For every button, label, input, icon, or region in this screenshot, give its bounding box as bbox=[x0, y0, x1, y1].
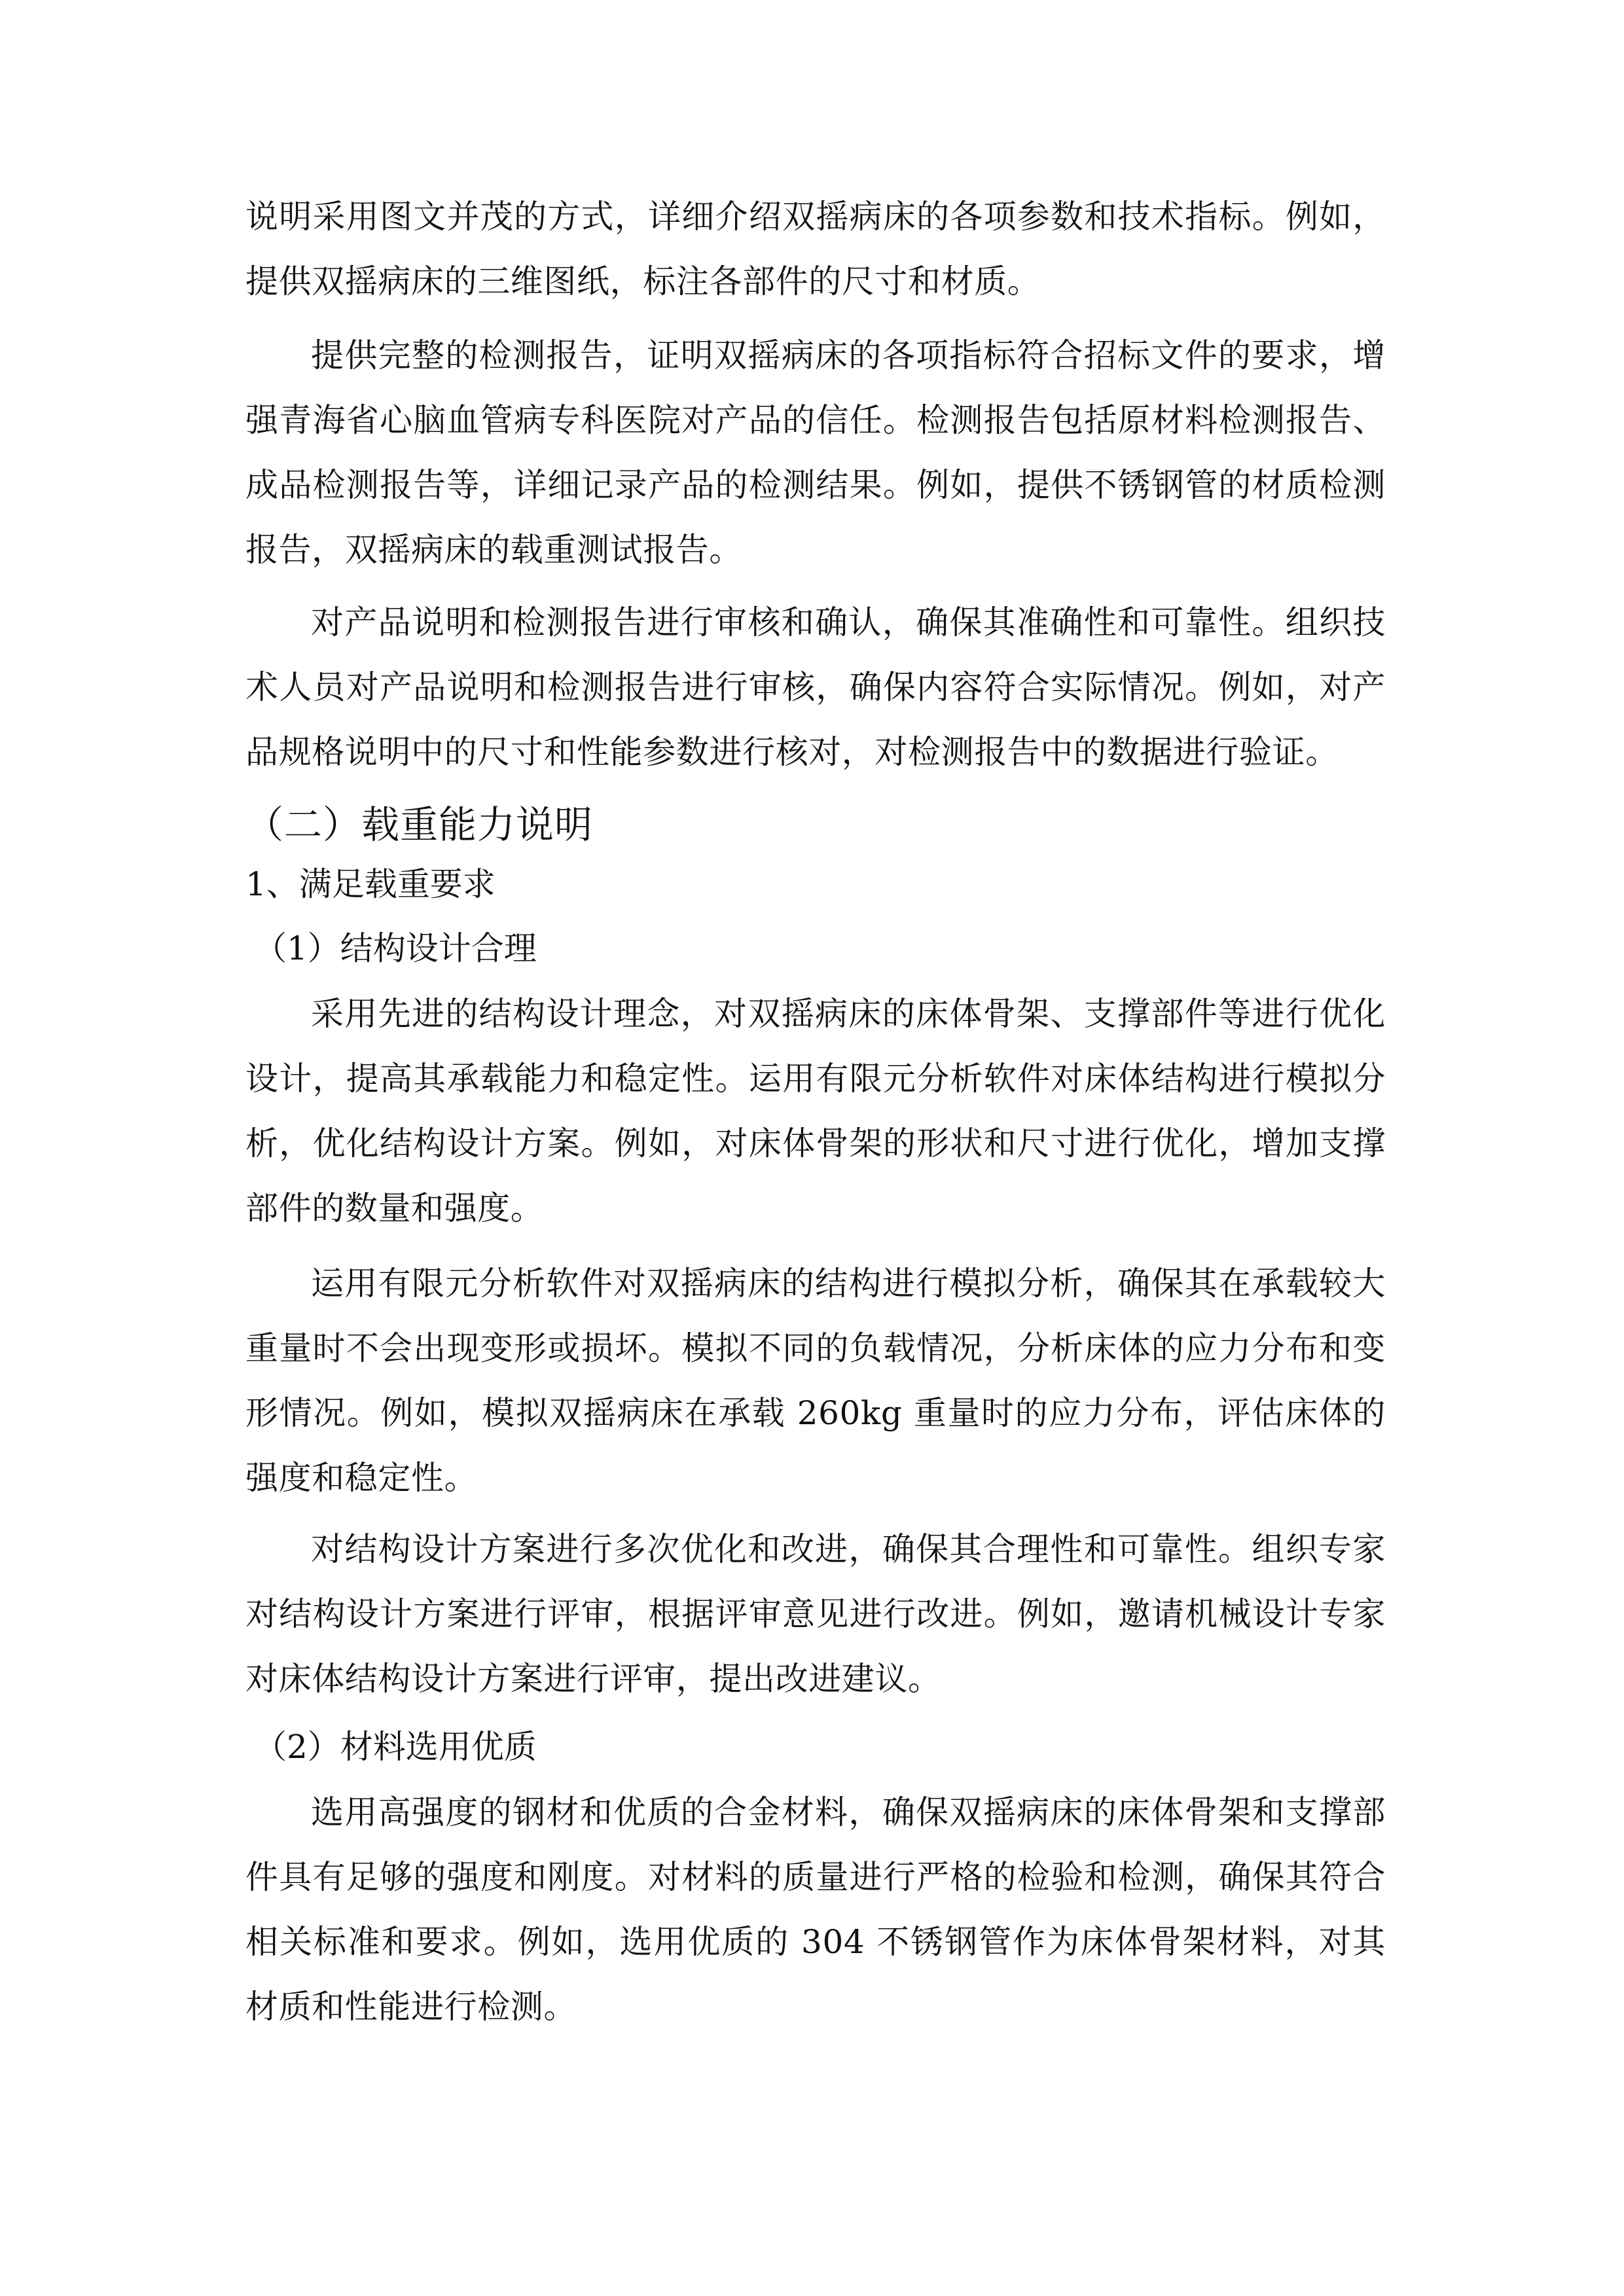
paragraph-structure-design: 采用先进的结构设计理念，对双摇病床的床体骨架、支撑部件等进行优化设计，提高其承载能力和稳定性。运用有限元分析软件对床体结构进行模拟分析，优化结构设计方案。例如，对床体骨架的形状和尺寸进行优化，增加支撑部件的数量和强度。 bbox=[245, 995, 1386, 1227]
paragraph-fea-simulation: 运用有限元分析软件对双摇病床的结构进行模拟分析，确保其在承载较大重量时不会出现变形或损坏。模拟不同的负载情况，分析床体的应力分布和变形情况。例如，模拟双摇病床在承载 260kg 重量时的应力分布，评估床体的强度和稳定性。 bbox=[245, 1265, 1386, 1497]
paragraph-review-confirmation: 对产品说明和检测报告进行审核和确认，确保其准确性和可靠性。组织技术人员对产品说明和检测报告进行审核，确保内容符合实际情况。例如，对产品规格说明中的尺寸和性能参数进行核对，对检测报告中的数据进行验证。 bbox=[245, 603, 1386, 771]
paragraph-test-report: 提供完整的检测报告，证明双摇病床的各项指标符合招标文件的要求，增强青海省心脑血管病专科医院对产品的信任。检测报告包括原材料检测报告、成品检测报告等，详细记录产品的检测结果。例如，提供不锈钢管的材质检测报告，双摇病床的载重测试报告。 bbox=[245, 336, 1386, 569]
section-heading-load-capacity: （二）载重能力说明 bbox=[245, 802, 594, 847]
subheading-material-selection: （2）材料选用优质 bbox=[254, 1728, 537, 1766]
item-heading-meet-load: 1、满足载重要求 bbox=[245, 865, 496, 903]
paragraph-product-description: 说明采用图文并茂的方式，详细介绍双摇病床的各项参数和技术指标。例如，提供双摇病床的三维图纸，标注各部件的尺寸和材质。 bbox=[245, 198, 1386, 300]
subheading-structure-design: （1）结构设计合理 bbox=[254, 929, 537, 967]
paragraph-optimization: 对结构设计方案进行多次优化和改进，确保其合理性和可靠性。组织专家对结构设计方案进行评审，根据评审意见进行改进。例如，邀请机械设计专家对床体结构设计方案进行评审，提出改进建议。 bbox=[245, 1530, 1386, 1698]
paragraph-material-selection: 选用高强度的钢材和优质的合金材料，确保双摇病床的床体骨架和支撑部件具有足够的强度和刚度。对材料的质量进行严格的检验和检测，确保其符合相关标准和要求。例如，选用优质的 304 不锈钢管作为床体骨架材料，对其材质和性能进行检测。 bbox=[245, 1793, 1386, 2026]
